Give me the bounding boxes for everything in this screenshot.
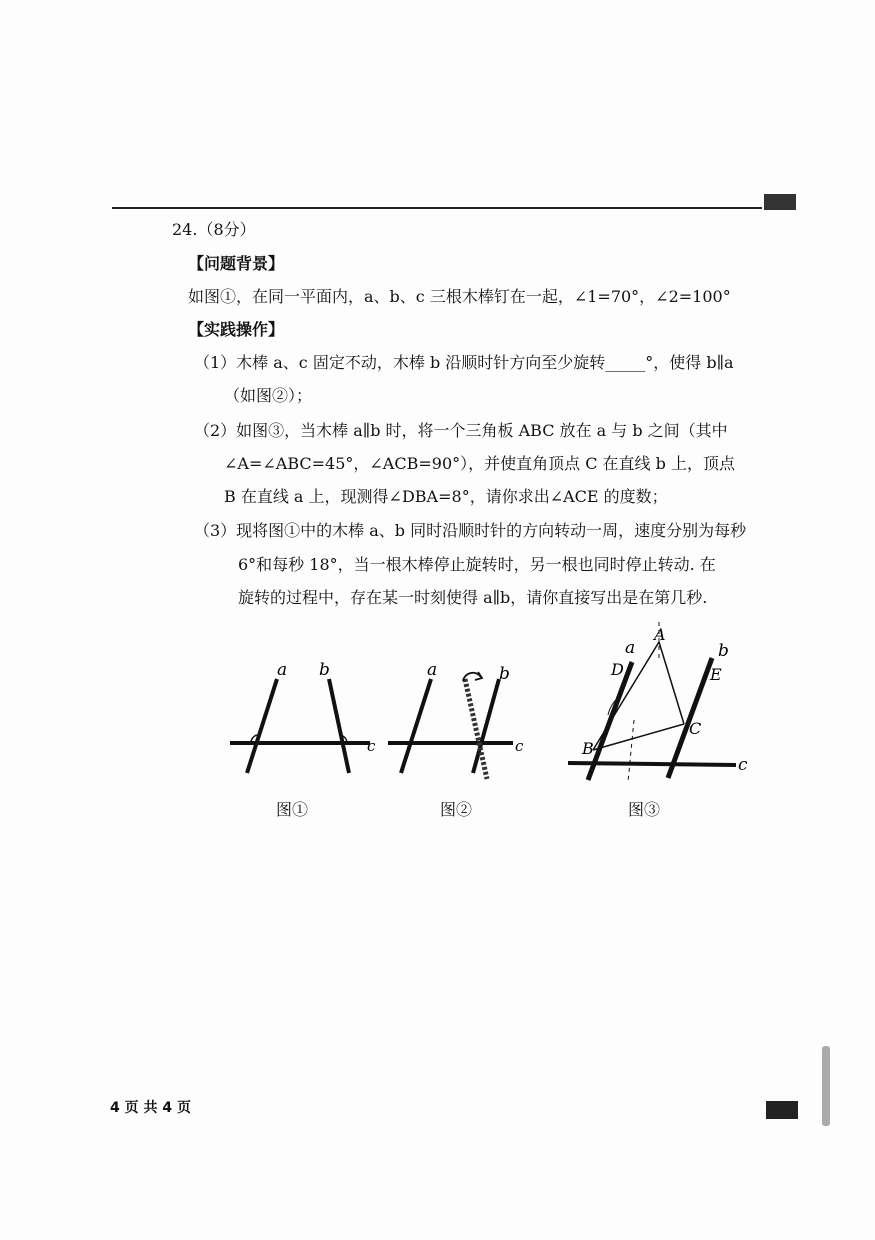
label-b: b [718,641,729,661]
figure-3-caption: 图③ [628,800,661,819]
label-b: b [319,660,330,680]
footer-mark [766,1101,798,1119]
part2-line1: （2）如图③，当木棒 a∥b 时，将一个三角板 ABC 放在 a 与 b 之间（其中 [194,421,728,440]
label-b: b [499,664,510,684]
part2-line2: ∠A=∠ABC=45°，∠ACB=90°），并使直角顶点 C 在直线 b 上，顶点 [224,454,735,473]
label-E: E [710,665,722,684]
part3-line1: （3）现将图①中的木棒 a、b 同时沿顺时针的方向转动一周，速度分别为每秒 [194,521,747,540]
scrollbar[interactable] [822,1046,830,1126]
line-a [247,679,277,773]
figure-2 [383,655,533,785]
label-a: a [277,660,288,680]
line-b [668,658,712,778]
line-a [401,679,431,773]
label-D: D [611,660,624,679]
line-b [473,679,499,773]
label-A: A [654,625,666,644]
figure-1-caption: 图① [276,800,309,819]
figure-3 [562,620,762,792]
page-number: 4 页 共 4 页 [110,1100,191,1116]
line-b [329,679,349,773]
label-a: a [427,660,438,680]
label-a: a [625,638,636,658]
part3-line3: 旋转的过程中，存在某一时刻使得 a∥b，请你直接写出是在第几秒. [238,588,708,607]
part2-line3: B 在直线 a 上，现测得∠DBA=8°，请你求出∠ACE 的度数； [224,487,668,506]
header-rule [112,207,762,209]
label-c: c [515,737,524,755]
label-C: C [689,719,702,738]
part3-line2: 6°和每秒 18°，当一根木棒停止旋转时，另一根也同时停止转动. 在 [238,555,716,574]
header-mark [764,194,796,210]
background-text: 如图①，在同一平面内，a、b、c 三根木棒钉在一起，∠1=70°，∠2=100° [188,287,731,306]
label-c: c [738,755,748,775]
section-background-title: 【问题背景】 [188,254,285,273]
part1-line2: （如图②）； [224,386,313,405]
part1-line1: （1）木棒 a、c 固定不动，木棒 b 沿顺时针方向至少旋转_____°，使得 b∥a [194,353,734,372]
figure-2-caption: 图② [440,800,473,819]
label-c: c [367,737,376,755]
figure-1 [225,655,385,785]
question-number: 24.（8分） [172,220,256,239]
label-B: B [582,739,594,758]
section-practice-title: 【实践操作】 [188,320,285,339]
triangle-side-AC [659,642,684,724]
dashed-line-bottom [628,720,634,782]
